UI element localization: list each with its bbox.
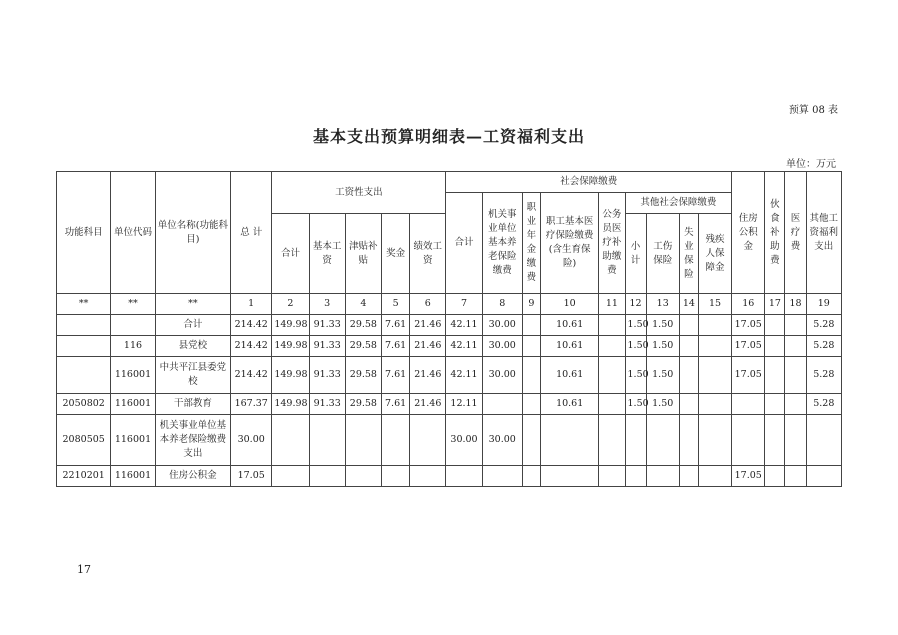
value-cell: 21.46 <box>410 336 446 357</box>
value-cell <box>679 357 698 394</box>
value-cell <box>599 357 625 394</box>
index-cell: 1 <box>231 294 272 315</box>
unit-label: 单位：万元 <box>786 159 836 170</box>
index-cell: 8 <box>482 294 522 315</box>
func-subject-cell <box>57 357 111 394</box>
header-social-total: 合计 <box>446 193 482 294</box>
unit-code-cell: 116001 <box>111 466 155 487</box>
value-cell <box>482 466 522 487</box>
header-unemployment: 失业保险 <box>679 214 698 294</box>
header-disabled: 残疾人保障金 <box>698 214 731 294</box>
index-cell: 7 <box>446 294 482 315</box>
budget-table <box>56 171 842 487</box>
value-cell <box>522 357 540 394</box>
value-cell <box>806 415 841 466</box>
header-wage-group: 工资性支出 <box>272 172 446 214</box>
table-row <box>57 466 842 487</box>
value-cell <box>599 315 625 336</box>
header-unit-code: 单位代码 <box>111 172 155 294</box>
index-cell: 18 <box>785 294 806 315</box>
index-cell: 13 <box>646 294 679 315</box>
value-cell <box>345 466 381 487</box>
value-cell: 7.61 <box>382 315 410 336</box>
value-cell: 30.00 <box>482 357 522 394</box>
index-cell: ** <box>111 294 155 315</box>
value-cell: 42.11 <box>446 315 482 336</box>
table-row <box>57 315 842 336</box>
value-cell <box>599 336 625 357</box>
value-cell <box>785 336 806 357</box>
value-cell <box>599 415 625 466</box>
value-cell <box>345 415 381 466</box>
value-cell: 17.05 <box>732 315 765 336</box>
value-cell <box>765 357 785 394</box>
index-cell: 19 <box>806 294 841 315</box>
value-cell <box>410 466 446 487</box>
value-cell <box>679 415 698 466</box>
value-cell <box>806 466 841 487</box>
value-cell: 1.50 <box>625 336 646 357</box>
value-cell <box>522 394 540 415</box>
value-cell <box>698 336 731 357</box>
value-cell: 17.05 <box>732 336 765 357</box>
value-cell: 10.61 <box>540 394 598 415</box>
unit-name-cell: 机关事业单位基本养老保险缴费支出 <box>155 415 230 466</box>
value-cell: 30.00 <box>231 415 272 466</box>
value-cell: 1.50 <box>646 394 679 415</box>
unit-code-cell: 116 <box>111 336 155 357</box>
value-cell <box>698 394 731 415</box>
value-cell: 10.61 <box>540 336 598 357</box>
value-cell: 1.50 <box>646 357 679 394</box>
index-cell: 3 <box>309 294 345 315</box>
value-cell <box>679 394 698 415</box>
value-cell <box>679 466 698 487</box>
value-cell <box>679 336 698 357</box>
value-cell: 7.61 <box>382 336 410 357</box>
value-cell: 10.61 <box>540 315 598 336</box>
header-medical-insurance: 职工基本医疗保险缴费(含生育保险) <box>540 193 598 294</box>
value-cell: 91.33 <box>309 336 345 357</box>
unit-name-cell: 县党校 <box>155 336 230 357</box>
value-cell <box>309 415 345 466</box>
value-cell: 5.28 <box>806 357 841 394</box>
value-cell: 91.33 <box>309 394 345 415</box>
value-cell: 91.33 <box>309 315 345 336</box>
value-cell <box>698 357 731 394</box>
header-wage-total: 合计 <box>272 214 309 294</box>
table-row <box>57 394 842 415</box>
value-cell: 10.61 <box>540 357 598 394</box>
table-row <box>57 336 842 357</box>
header-perf-wage: 绩效工资 <box>410 214 446 294</box>
value-cell <box>272 415 309 466</box>
table-row <box>57 415 842 466</box>
value-cell: 42.11 <box>446 336 482 357</box>
page-number: 17 <box>77 563 91 576</box>
value-cell <box>625 466 646 487</box>
value-cell: 30.00 <box>482 336 522 357</box>
value-cell: 5.28 <box>806 336 841 357</box>
value-cell <box>785 394 806 415</box>
header-unit-name: 单位名称(功能科目) <box>155 172 230 294</box>
value-cell: 91.33 <box>309 357 345 394</box>
header-total: 总 计 <box>231 172 272 294</box>
index-row <box>57 294 842 315</box>
value-cell <box>732 394 765 415</box>
value-cell: 42.11 <box>446 357 482 394</box>
value-cell: 29.58 <box>345 357 381 394</box>
value-cell <box>698 415 731 466</box>
func-subject-cell: 2080505 <box>57 415 111 466</box>
value-cell <box>625 415 646 466</box>
page-title: 基本支出预算明细表—工资福利支出 <box>312 127 585 146</box>
header-basic-wage: 基本工资 <box>309 214 345 294</box>
value-cell: 5.28 <box>806 315 841 336</box>
index-cell: 4 <box>345 294 381 315</box>
func-subject-cell <box>57 315 111 336</box>
value-cell: 1.50 <box>625 315 646 336</box>
value-cell: 7.61 <box>382 357 410 394</box>
value-cell: 12.11 <box>446 394 482 415</box>
func-subject-cell <box>57 336 111 357</box>
value-cell <box>765 394 785 415</box>
value-cell: 30.00 <box>446 415 482 466</box>
header-other-welfare: 其他工资福利支出 <box>806 172 841 294</box>
value-cell: 17.05 <box>732 466 765 487</box>
index-cell: 9 <box>522 294 540 315</box>
value-cell <box>382 466 410 487</box>
header-other-social-group: 其他社会保障缴费 <box>625 193 732 214</box>
value-cell <box>765 466 785 487</box>
value-cell: 149.98 <box>272 336 309 357</box>
header-pension: 机关事业单位基本养老保险缴费 <box>482 193 522 294</box>
value-cell: 5.28 <box>806 394 841 415</box>
value-cell <box>522 466 540 487</box>
value-cell <box>679 315 698 336</box>
value-cell <box>785 466 806 487</box>
value-cell: 214.42 <box>231 336 272 357</box>
value-cell: 30.00 <box>482 315 522 336</box>
value-cell: 149.98 <box>272 357 309 394</box>
index-cell: 14 <box>679 294 698 315</box>
header-injury: 工伤保险 <box>646 214 679 294</box>
value-cell: 29.58 <box>345 336 381 357</box>
form-code: 预算 08 表 <box>788 105 838 116</box>
header-housing-fund: 住房公积金 <box>732 172 765 294</box>
header-annuity: 职业年金缴费 <box>522 193 540 294</box>
unit-code-cell <box>111 315 155 336</box>
value-cell: 21.46 <box>410 394 446 415</box>
value-cell: 149.98 <box>272 394 309 415</box>
header-meal-subsidy: 伙食补助费 <box>765 172 785 294</box>
value-cell <box>309 466 345 487</box>
value-cell: 30.00 <box>482 415 522 466</box>
value-cell: 29.58 <box>345 315 381 336</box>
value-cell: 167.37 <box>231 394 272 415</box>
value-cell <box>698 466 731 487</box>
value-cell: 21.46 <box>410 315 446 336</box>
value-cell: 1.50 <box>625 357 646 394</box>
header-func-subject: 功能科目 <box>57 172 111 294</box>
index-cell: 15 <box>698 294 731 315</box>
value-cell <box>698 315 731 336</box>
index-cell: 11 <box>599 294 625 315</box>
value-cell <box>522 336 540 357</box>
header-medical-fee: 医疗费 <box>785 172 806 294</box>
value-cell <box>410 415 446 466</box>
unit-name-cell: 干部教育 <box>155 394 230 415</box>
value-cell <box>765 336 785 357</box>
value-cell <box>482 394 522 415</box>
header-other-subtotal: 小计 <box>625 214 646 294</box>
value-cell: 1.50 <box>646 336 679 357</box>
value-cell <box>785 357 806 394</box>
unit-code-cell: 116001 <box>111 357 155 394</box>
value-cell: 214.42 <box>231 357 272 394</box>
index-cell: 12 <box>625 294 646 315</box>
value-cell <box>765 415 785 466</box>
index-cell: 16 <box>732 294 765 315</box>
value-cell: 21.46 <box>410 357 446 394</box>
value-cell: 1.50 <box>625 394 646 415</box>
value-cell <box>599 394 625 415</box>
value-cell: 29.58 <box>345 394 381 415</box>
func-subject-cell: 2050802 <box>57 394 111 415</box>
index-cell: 17 <box>765 294 785 315</box>
value-cell <box>522 415 540 466</box>
header-allowance: 津贴补贴 <box>345 214 381 294</box>
index-cell: 5 <box>382 294 410 315</box>
unit-name-cell: 合计 <box>155 315 230 336</box>
value-cell <box>540 466 598 487</box>
index-cell: ** <box>155 294 230 315</box>
table-row <box>57 357 842 394</box>
value-cell <box>646 415 679 466</box>
value-cell: 149.98 <box>272 315 309 336</box>
value-cell: 214.42 <box>231 315 272 336</box>
unit-name-cell: 中共平江县委党校 <box>155 357 230 394</box>
value-cell <box>785 315 806 336</box>
value-cell <box>785 415 806 466</box>
header-bonus: 奖金 <box>382 214 410 294</box>
func-subject-cell: 2210201 <box>57 466 111 487</box>
value-cell <box>732 415 765 466</box>
header-civil-medical: 公务员医疗补助缴费 <box>599 193 625 294</box>
value-cell: 1.50 <box>646 315 679 336</box>
value-cell <box>446 466 482 487</box>
unit-code-cell: 116001 <box>111 415 155 466</box>
value-cell <box>272 466 309 487</box>
header-social-group: 社会保障缴费 <box>446 172 732 193</box>
unit-code-cell: 116001 <box>111 394 155 415</box>
value-cell <box>522 315 540 336</box>
value-cell <box>382 415 410 466</box>
index-cell: 2 <box>272 294 309 315</box>
value-cell: 7.61 <box>382 394 410 415</box>
index-cell: 6 <box>410 294 446 315</box>
value-cell <box>765 315 785 336</box>
unit-name-cell: 住房公积金 <box>155 466 230 487</box>
value-cell <box>599 466 625 487</box>
index-cell: 10 <box>540 294 598 315</box>
value-cell <box>646 466 679 487</box>
index-cell: ** <box>57 294 111 315</box>
value-cell: 17.05 <box>732 357 765 394</box>
value-cell <box>540 415 598 466</box>
value-cell: 17.05 <box>231 466 272 487</box>
